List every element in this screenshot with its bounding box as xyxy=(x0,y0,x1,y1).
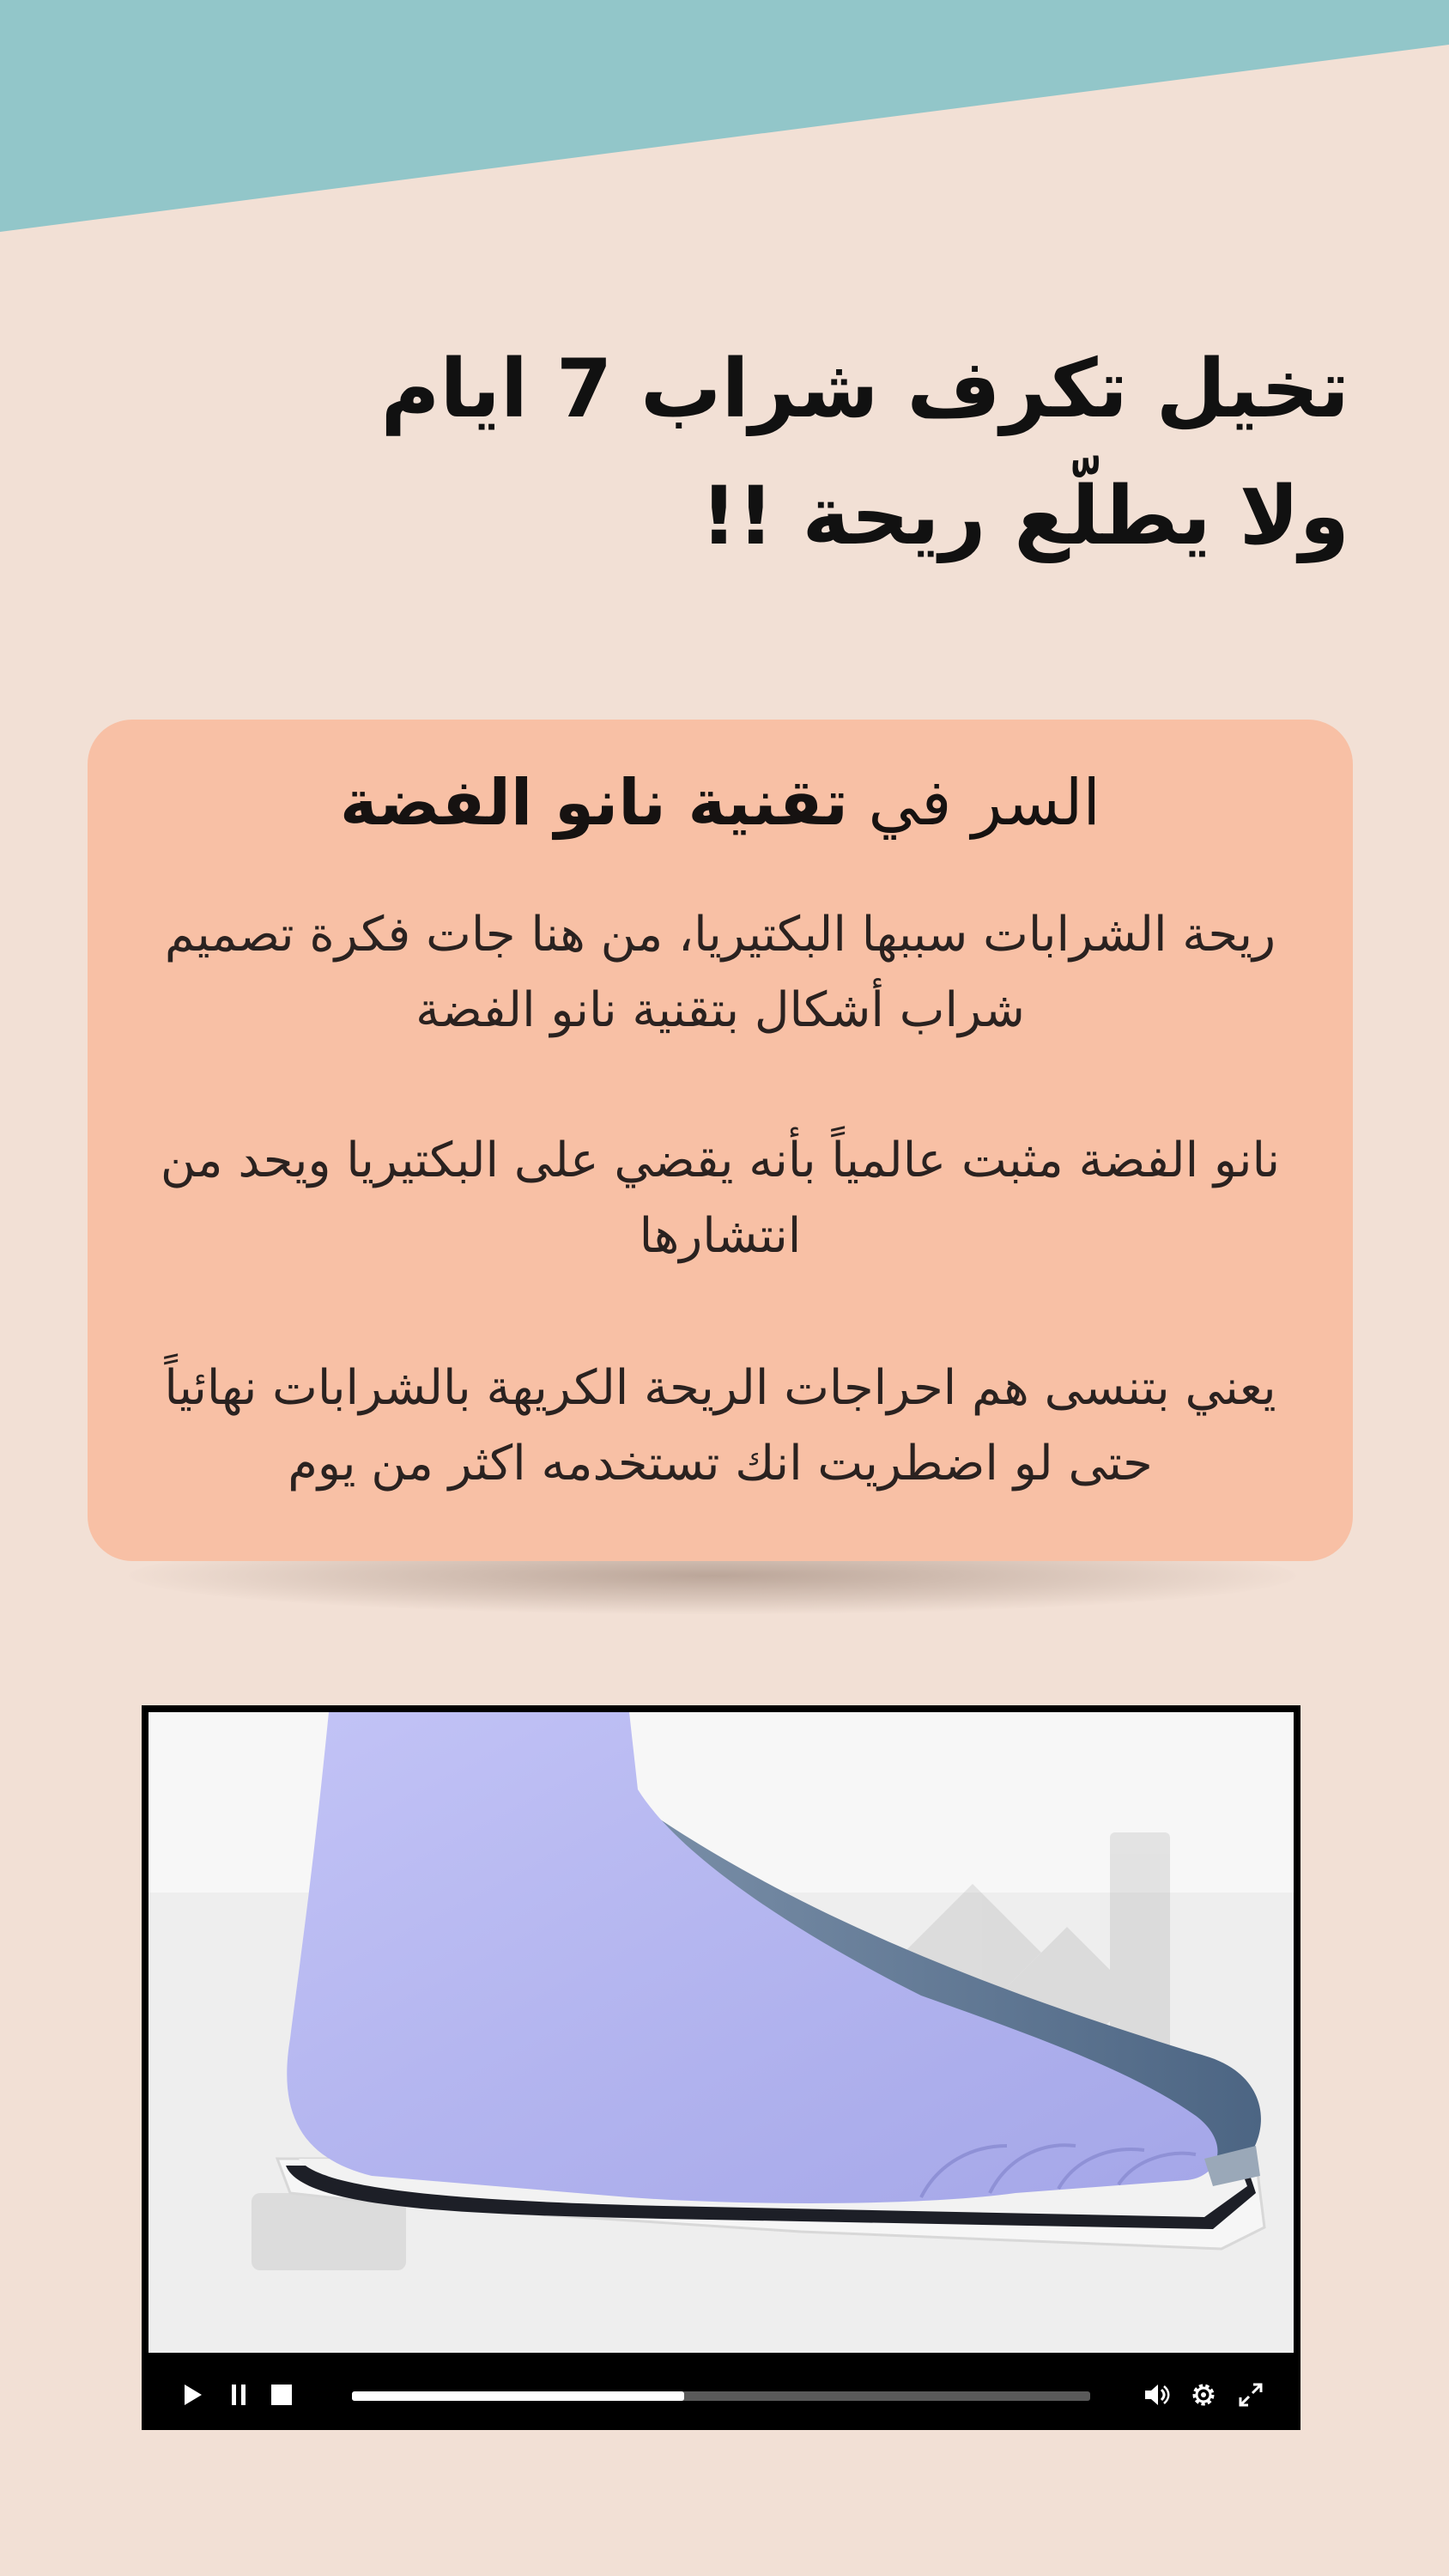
video-frame[interactable] xyxy=(149,1712,1294,2353)
pause-button[interactable] xyxy=(224,2380,253,2409)
card-title-prefix: السر في xyxy=(847,766,1100,840)
fullscreen-button[interactable] xyxy=(1236,2380,1265,2409)
stop-button[interactable] xyxy=(267,2380,296,2409)
info-card xyxy=(88,720,1353,1561)
fullscreen-icon xyxy=(1236,2380,1265,2409)
gear-icon xyxy=(1189,2380,1218,2409)
card-paragraph: نانو الفضة مثبت عالمياً بأنه يقضي على البكتيريا ويحد من انتشارها xyxy=(160,1133,1281,1264)
page-headline xyxy=(233,326,1349,580)
play-button[interactable] xyxy=(178,2380,207,2409)
play-icon xyxy=(178,2380,207,2409)
progress-bar[interactable] xyxy=(352,2391,1090,2401)
pause-icon xyxy=(224,2380,253,2409)
foot-insole-illustration xyxy=(149,1712,1294,2353)
card-title xyxy=(88,756,1353,850)
card-title-highlight: تقنية نانو الفضة xyxy=(340,766,848,840)
video-player[interactable] xyxy=(142,1705,1300,2430)
volume-button[interactable] xyxy=(1142,2380,1171,2409)
card-paragraph: ريحة الشرابات سببها البكتيريا، من هنا جات فكرة تصميم شراب أشكال بتقنية نانو الفضة xyxy=(164,907,1276,1038)
volume-icon xyxy=(1142,2380,1171,2409)
progress-fill xyxy=(352,2391,684,2401)
settings-button[interactable] xyxy=(1189,2380,1218,2409)
video-controls xyxy=(142,2360,1300,2430)
card-paragraph: يعني بتنسى هم احراجات الريحة الكريهة بالشرابات نهائياً حتى لو اضطريت انك تستخدمه اكثر من يوم xyxy=(164,1360,1276,1492)
headline-line-2: ولا يطلّع ريحة !! xyxy=(700,470,1349,563)
headline-line-1: تخيل تكرف شراب 7 ايام xyxy=(380,343,1349,436)
top-decorative-band xyxy=(0,0,1449,240)
stop-icon xyxy=(267,2380,296,2409)
